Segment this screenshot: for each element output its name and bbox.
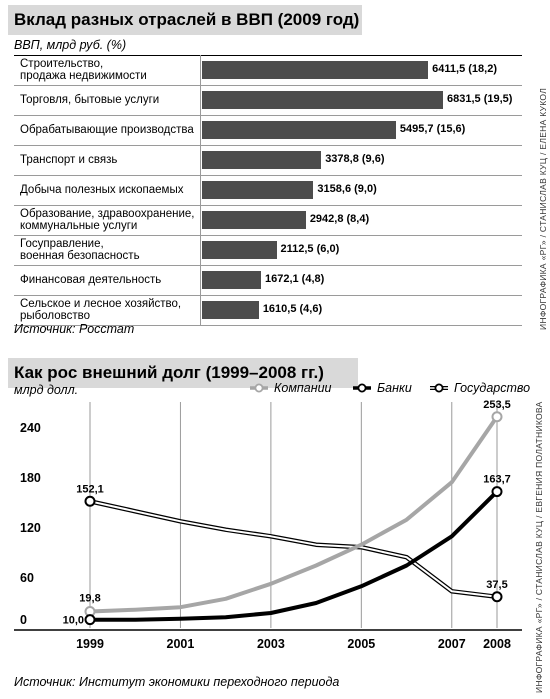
y-tick-label: 120 (20, 521, 41, 535)
gdp-row-divider (14, 145, 522, 146)
gdp-bar (202, 241, 277, 259)
gdp-value-label: 6411,5 (18,2) (432, 63, 498, 75)
gdp-bar (202, 271, 261, 289)
gdp-value-label: 3378,8 (9,6) (325, 153, 385, 165)
debt-credit: ИНФОГРАФИКА «РГ» / СТАНИСЛАВ КУЦ / ЕВГЕНИЯ ПОЛАТНИКОВА (534, 401, 544, 693)
gdp-bar (202, 301, 259, 319)
data-point-marker (493, 412, 502, 421)
gdp-title: Вклад разных отраслей в ВВП (2009 год) (14, 10, 360, 29)
gdp-value-label: 1610,5 (4,6) (262, 303, 323, 315)
gdp-category-label: Транспорт и связь (20, 154, 118, 166)
debt-source: Источник: Институт экономики переходного периода (14, 675, 340, 689)
gdp-value-label: 5495,7 (15,6) (399, 123, 466, 135)
gdp-row-divider (14, 235, 522, 236)
gdp-category-label: Сельское и лесное хозяйство, рыболовство (20, 298, 182, 322)
data-point-label: 37,5 (486, 578, 508, 591)
gdp-category-label: Финансовая деятельность (20, 274, 162, 286)
gdp-category-label: Торговля, бытовые услуги (20, 94, 160, 106)
gdp-credit: ИНФОГРАФИКА «РГ» / СТАНИСЛАВ КУЦ / ЕЛЕНА КУКОЛ (538, 87, 548, 330)
gdp-value-label: 3158,6 (9,0) (317, 183, 377, 195)
debt-unit-label: млрд долл. (14, 383, 79, 397)
debt-chart (0, 380, 550, 670)
gdp-row-divider (14, 265, 522, 266)
data-point-marker (493, 487, 502, 496)
gdp-bar (202, 181, 313, 199)
gdp-row-divider (14, 205, 522, 206)
gdp-subtitle: ВВП, млрд руб. (%) (14, 38, 127, 52)
gdp-category-label: Госуправление, военная безопасность (20, 238, 140, 262)
gdp-row-divider (14, 115, 522, 116)
series-line-banki (90, 492, 497, 620)
y-tick-label: 60 (20, 571, 34, 585)
data-point-marker (86, 497, 95, 506)
y-tick-label: 180 (20, 471, 41, 485)
gdp-row-divider (14, 55, 522, 56)
legend-label: Компании (274, 381, 332, 395)
x-tick-label: 2005 (347, 637, 376, 651)
gdp-category-label: Добыча полезных ископаемых (20, 184, 184, 196)
data-point-label: 19,8 (79, 592, 101, 605)
gdp-row-divider (14, 175, 522, 176)
gdp-value-label: 2112,5 (6,0) (280, 243, 340, 255)
y-tick-label: 0 (20, 613, 27, 627)
x-tick-label: 1999 (76, 637, 104, 651)
x-tick-label: 2008 (483, 637, 511, 651)
data-point-marker (86, 615, 95, 624)
legend-label: Государство (454, 381, 531, 395)
data-point-label: 152,1 (76, 483, 104, 496)
legend-marker (358, 384, 365, 391)
legend-marker (435, 384, 442, 391)
x-tick-label: 2001 (166, 637, 195, 651)
gdp-axis-divider (200, 55, 201, 325)
x-tick-label: 2007 (437, 637, 466, 651)
series-line-gosudarstvo-inner (90, 501, 497, 597)
gdp-category-label: Образование, здравоохранение, коммунальные услуги (20, 208, 195, 232)
gdp-value-label: 2942,8 (8,4) (309, 213, 370, 225)
gdp-row-divider (14, 295, 522, 296)
gdp-bar (202, 211, 306, 229)
gdp-value-label: 1672,1 (4,8) (264, 273, 325, 285)
gdp-category-label: Обрабатывающие производства (20, 124, 194, 136)
gdp-bar (202, 151, 321, 169)
gdp-row-divider (14, 85, 522, 86)
gdp-bar (202, 91, 443, 109)
data-point-label: 253,5 (483, 398, 511, 411)
y-tick-label: 240 (20, 421, 41, 435)
gdp-source: Источник: Росстат (14, 322, 135, 336)
x-tick-label: 2003 (256, 637, 285, 651)
data-point-label: 10,0 (62, 614, 84, 627)
gdp-bar (202, 121, 396, 139)
gdp-value-label: 6831,5 (19,5) (447, 93, 513, 105)
legend-marker (255, 384, 262, 391)
data-point-marker (493, 592, 502, 601)
gdp-category-label: Строительство, продажа недвижимости (20, 58, 147, 82)
data-point-label: 163,7 (483, 473, 511, 486)
gdp-bar (202, 61, 428, 79)
legend-label: Банки (377, 381, 412, 395)
debt-title: Как рос внешний долг (1999–2008 гг.) (14, 363, 324, 382)
